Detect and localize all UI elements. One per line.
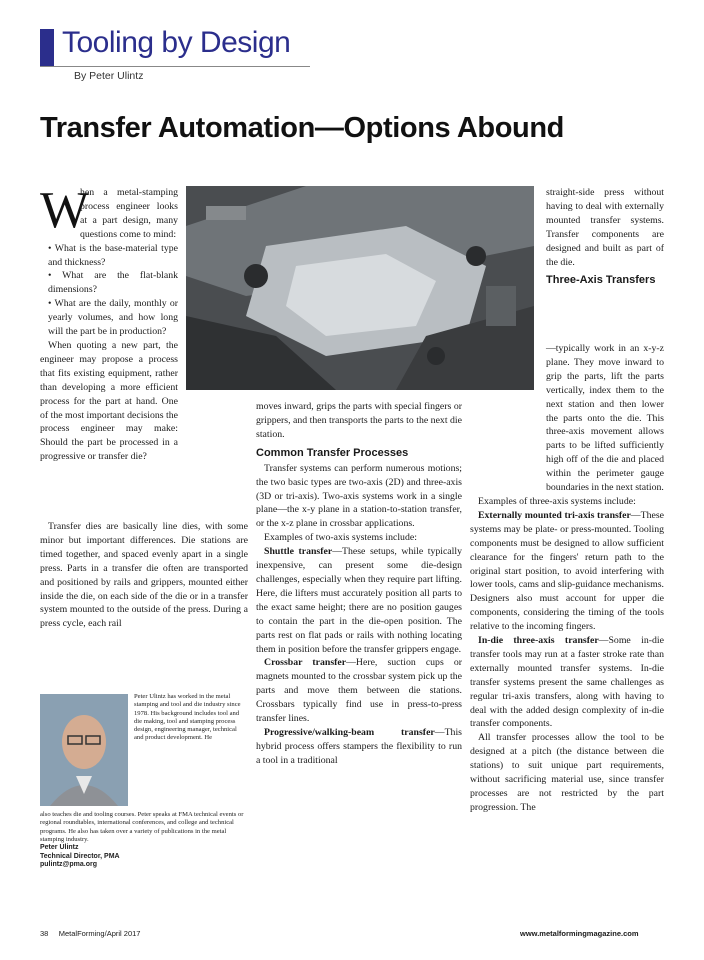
body-paragraph: moves inward, grips the parts with special fingers or grippers, and then transports the parts to the next die station. bbox=[256, 401, 462, 440]
run-in-head: Crossbar transfer bbox=[264, 657, 347, 669]
body-paragraph: All transfer processes allow the tool to be designed at a pitch (the distance between die stations) to suit unique part requirements, without sacrificing material use, since transfer processes are not restricted by the part progression. The bbox=[470, 732, 664, 813]
body-paragraph: Transfer systems can perform numerous motions; the two basic types are two-axis (2D) and three-axis (3D or tri-axis). Two-axis systems work in a single plane—the x-y plane in a station-to-station transfer, or the x-z plane in crossbar applications. bbox=[256, 462, 462, 530]
column-2 bbox=[256, 400, 462, 768]
author-bio: Peter Ulintz has worked in the metal stamping and tool and die industry since 1978. His background includes tool and die making, tool and stamping process design, engineering manager, technical and product development. He bbox=[134, 693, 241, 742]
author-photo bbox=[40, 694, 128, 806]
byline: By Peter Ulintz bbox=[74, 70, 144, 82]
body-paragraph: straight-side press without having to deal with externally mounted transfer systems. Transfer components are designed and built as part of the die. bbox=[546, 187, 664, 268]
header-rule bbox=[40, 66, 310, 67]
run-in-head: Externally mounted tri-axis transfer bbox=[478, 509, 631, 521]
section-title: Tooling by Design bbox=[62, 26, 291, 59]
subheading: Three-Axis Transfers bbox=[546, 274, 656, 287]
page-footer-url[interactable]: www.metalformingmagazine.com bbox=[520, 929, 639, 938]
body-paragraph: Examples of three-axis systems include: bbox=[478, 495, 636, 507]
body-paragraph: Transfer dies are basically line dies, with some minor but important differences. Die stations are timed together, and spaced evenly apart in a single press. Parts in a transfer die often are transported and positioned by rails and grippers, mounted either inside the die, on each side of the die or in a transfer system mounted to the outside of the press. During a press cycle, each rail bbox=[40, 521, 248, 630]
author-portrait bbox=[40, 694, 128, 806]
column-1-lower bbox=[40, 520, 248, 631]
run-in-head: Progressive/walking-beam transfer bbox=[264, 726, 435, 738]
section-color-bar bbox=[40, 29, 54, 66]
drop-cap: W bbox=[40, 182, 90, 239]
author-company: Technical Director, PMA bbox=[40, 852, 120, 860]
column-1 bbox=[40, 182, 178, 464]
article-headline: Transfer Automation—Options Abound bbox=[40, 112, 564, 144]
author-bio-continued: also teaches die and tooling courses. Peter speaks at FMA technical events or regional roundtables, international conferences, and college and technical programs. He also has taken over a variety of publications in the metal stamping industry. Peter Ulintz Technical Director, PMA pulintz@pma.org bbox=[40, 811, 246, 870]
column-3 bbox=[470, 342, 664, 815]
subheading: Common Transfer Processes bbox=[256, 446, 409, 459]
page-footer-folio: 38 MetalForming/April 2017 bbox=[40, 929, 141, 938]
author-name: Peter Ulintz bbox=[40, 844, 79, 852]
body-paragraph: Externally mounted tri-axis transfer—These systems may be plate- or press-mounted. Tooling components must be designed to allow sufficient clearance for the fingers' return path to the original start position, to avoid interfering with lower tools, cams and slip-guidance mechanisms. Designers also must account for upper die components, considering the timing of the tools relative to the incoming fingers. bbox=[470, 509, 664, 633]
intro-paragraph: hen a metal-stamping process engineer looks at a part design, many questions come to mind: bbox=[80, 187, 178, 240]
body-paragraph: Crossbar transfer—Here, suction cups or magnets mounted to the crossbar system pick up the parts and move them between die stations. Crossbars typically find use in press-to-press transfer lines. bbox=[256, 657, 463, 725]
body-paragraph: Shuttle transfer—These setups, while typically inexpensive, can present some die-design challenges, especially when they require part lifting. Here, die lifters must accurately position all parts to the exact same height; there are no position gauges to contain the part in the die-open position. The parts rest on flat pads or rails with nothing locating them in position before the transfer grippers engage. bbox=[256, 546, 462, 655]
body-paragraph: When quoting a new part, the engineer may propose a process that fits existing equipment, rather than developing a more efficient process for the part at hand. One of the most important decisions the process engineer may make: Should the part be processed in a progressive or transfer die? bbox=[40, 339, 178, 463]
column-3-upper bbox=[546, 186, 664, 289]
body-paragraph: Progressive/walking-beam transfer—This hybrid process offers stampers the flexibility to run a tool in a traditional bbox=[256, 726, 462, 766]
body-paragraph: —typically work in an x-y-z plane. They move inward to grip the parts, lift the parts vertically, index them to the next station and then lower the parts onto the die. This three-axis movement allows parts to be lifted sufficiently high off of the die and placed within the perimeter gauge boundaries in the next station. bbox=[546, 343, 664, 494]
bullet-item: • What are the daily, monthly or yearly volumes, and how long will the part be in production? bbox=[48, 298, 178, 338]
bullet-item: • What is the base-material type and thickness? bbox=[48, 242, 178, 268]
body-paragraph: Examples of two-axis systems include: bbox=[264, 532, 417, 544]
author-email[interactable]: pulintz@pma.org bbox=[40, 861, 97, 869]
run-in-head: Shuttle transfer bbox=[264, 546, 333, 558]
body-paragraph: In-die three-axis transfer—Some in-die transfer tools may run at a faster stroke rate than externally mounted transfer systems. In-die transfer systems present the same challenges as regular tri-axis transfers, along with having to deal with the added design complexity of in-die transfer components. bbox=[470, 635, 664, 730]
run-in-head: In-die three-axis transfer bbox=[478, 635, 599, 647]
bullet-item: • What are the flat-blank dimensions? bbox=[48, 270, 178, 296]
